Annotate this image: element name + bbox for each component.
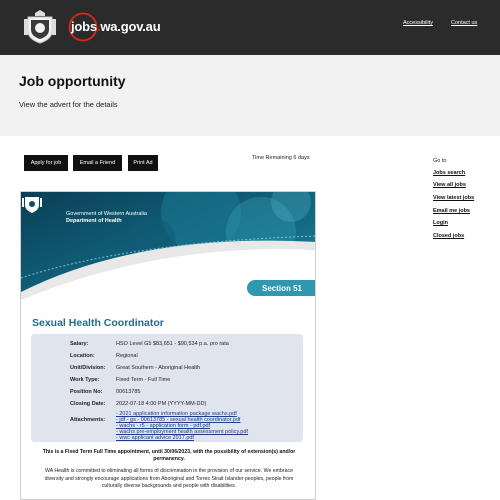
job-advert [20,191,316,500]
attachment-link[interactable]: - jdf - gs - 00613785 - sexual health coordinator.pdf [116,417,241,424]
sidebar-item-jobs-search[interactable]: Jobs search [433,170,466,176]
attachment-link[interactable]: - wachs pre-employment health assessment policy.pdf [116,429,248,436]
sidebar-item-view-all-jobs[interactable]: View all jobs [433,182,466,188]
attachments-list [116,411,248,441]
government-name: Government of Western Australia Department of Health [66,211,147,224]
sidebar-item-view-latest-jobs[interactable]: View latest jobs [433,195,475,201]
sidebar-item-login[interactable]: Login [433,220,448,226]
job-title: Sexual Health Coordinator [32,317,164,329]
government-crest-icon [21,192,43,214]
section-badge: Section 51 [247,280,316,296]
accessibility-link[interactable]: Accessibility [403,20,433,26]
print-ad-button[interactable]: Print Ad [128,155,158,171]
sidebar-title: Go to [433,158,447,164]
page-title: Job opportunity [19,73,126,89]
advert-header-artwork [21,192,316,312]
appointment-note: This is a Fixed Term Full Time appointment, until 30/06/2023, with the possibility of extension(s) and/or permanency. [42,449,296,462]
diversity-statement: WA Health is committed to eliminating all forms of discrimination in the provision of our service. We embrace diversity and strongly encourage applications from Aboriginal and Torres Strait Islander peoples, people from culturally diverse backgrounds and people with disabilities. [44,468,294,489]
attachment-link[interactable]: - 2021 application information package wachs.pdf [116,411,237,417]
jobs-wa-logo[interactable] [66,12,161,42]
apply-for-job-button[interactable]: Apply for job [24,155,68,171]
sidebar-item-closed-jobs[interactable]: Closed jobs [433,233,465,239]
logo-text: jobs.wa.gov.au [71,19,161,34]
page-subtitle: View the advert for the details [19,100,118,109]
attachment-link[interactable]: - wachs - r5 - application form - pdf.pdf [116,423,211,430]
attachment-link[interactable]: - wwc applicant advice 2017.pdf [116,435,194,442]
contact-us-link[interactable]: Contact us [451,20,478,26]
page-banner [0,55,500,136]
sidebar-item-email-me-jobs[interactable]: Email me jobs [433,208,470,214]
site-header [0,0,500,55]
time-remaining: Time Remaining 6 days [252,155,310,161]
wa-crest-icon [22,9,58,45]
job-details-panel: Salary: HSO Level G5 $83,651 - $90,534 p.a. pro rata Location: Regional Unit/Division: Great Southern - Aboriginal Health Work Type: Fixed Term - Full Time Position No: 00613785 Closing Date: 2022-07-18 4:00 PM (YYYY-MM-DD) Attachments: - 2021 application information package wachs.pdf - jdf - gs - 00613785 - sexual health coordinator.pdf - wachs - r5 - application form - pdf.pdf - wachs pre-employment health assessment policy.pdf - wwc applicant advice 2017.pdf [31,334,303,442]
email-a-friend-button[interactable]: Email a Friend [73,155,122,171]
